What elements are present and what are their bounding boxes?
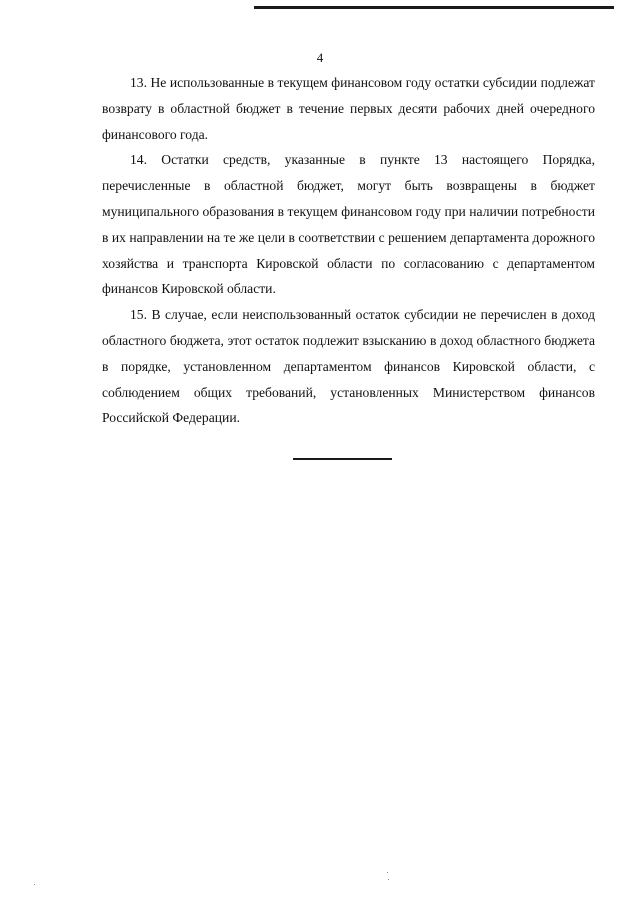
paragraph-14: 14. Остатки средств, указанные в пункте 13 настоящего Порядка, перечисленные в областной бюджет, могут быть возвращены в бюджет муниципального образования в текущем финансовом году при наличии потребности в их направлении на те же цели в соответствии с решением департамента дорожного хозяйства и транспорта Кировской области по согласованию с департаментом финансов Кировской области. [102,152,595,297]
page-number: 4 [316,50,324,65]
paragraph-13: 13. Не использованные в текущем финансовом году остатки субсидии подлежат возврату в областной бюджет в течение первых десяти рабочих дней очередного финансового года. [102,75,595,142]
scan-speck [34,884,35,885]
header-rule [254,6,614,9]
scan-speck [388,879,389,880]
end-of-text-rule [293,458,392,460]
paragraph-15: 15. В случае, если неиспользованный остаток субсидии не перечислен в доход областного бюджета, этот остаток подлежит взысканию в доход областного бюджета в порядке, установленном департаментом финансов Кировской области, с соблюдением общих требований, установленных Министерством финансов Российской Федерации. [102,307,595,426]
document-body [102,70,595,431]
scan-speck [387,872,388,873]
